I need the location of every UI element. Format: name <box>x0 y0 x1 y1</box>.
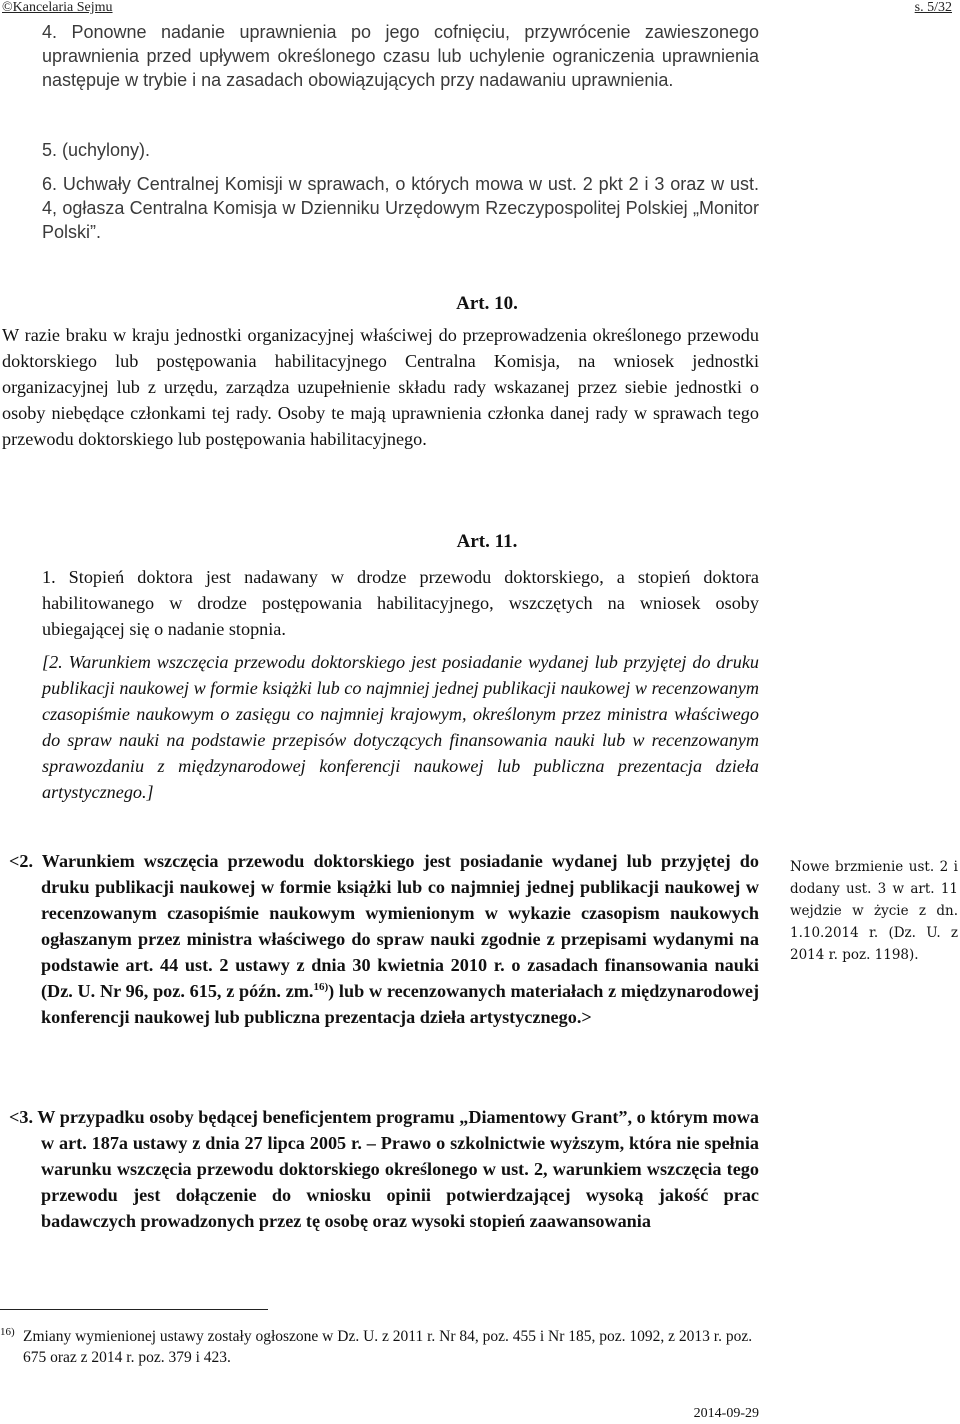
paragraph-item-6: 6. Uchwały Centralnej Komisji w sprawach, o których mowa w ust. 2 pkt 2 i 3 oraz w ust. 4, ogłasza Centralna Komisja w Dzienniku Urzędowym Rzeczypospolitej Polskiej „Monitor Polski”. <box>42 174 759 242</box>
publisher-link[interactable]: ©Kancelaria Sejmu <box>2 0 113 15</box>
article-11-paragraph-2-old: [2. Warunkiem wszczęcia przewodu doktorskiego jest posiadanie wydanej lub przyjętej do druku publikacji naukowej w formie książki lub co najmniej jednej publikacji naukowej w recenzowanym czasopiśmie naukowym o zasięgu co najmniej krajowym, określonym przez ministra właściwego do spraw nauki na podstawie przepisów dotyczących finansowania nauki lub w recenzowanym sprawozdaniu z międzynarodowej konferencji naukowej lub publiczna prezentacja dzieła artystycznego.] <box>42 652 759 802</box>
paragraph-item-4: 4. Ponowne nadanie uprawnienia po jego cofnięciu, przywrócenie zawieszonego uprawnienia przed upływem określonego czasu lub uchylenie ograniczenia uprawnienia następuje w trybie i na zasadach obowiązujących przy nadawaniu uprawnienia. <box>42 22 759 90</box>
paragraph-2-new-text-b: ) lub w recenzowanych materiałach z międzynarodowej konferencji naukowej lub publiczna prezentacja dzieła artystycznego.> <box>41 981 759 1027</box>
footnote-16 <box>0 1326 770 1368</box>
article-11-paragraph-3-new: <3. W przypadku osoby będącej beneficjentem programu „Diamentowy Grant”, o którym mowa w art. 187a ustawy z dnia 27 lipca 2005 r. – Prawo o szkolnictwie wyższym, która nie spełnia warunku wszczęcia przewodu doktorskiego określonego w ust. 2, warunkiem wszczęcia tego przewodu jest dołączenie do wniosku opinii potwierdzającej wysoką jakość prac badawczych prowadzonych przez tę osobę oraz wysoki stopień zaawansowania <box>9 1107 759 1231</box>
page-number: s. 5/32 <box>914 0 952 15</box>
article-11-paragraph-1: 1. Stopień doktora jest nadawany w drodze przewodu doktorskiego, a stopień doktora habilitowanego w drodze postępowania habilitacyjnego, wszczętych na wniosek osoby ubiegającej się o nadanie stopnia. <box>42 567 759 639</box>
paragraph-2-new-text-a: <2. Warunkiem wszczęcia przewodu doktorskiego jest posiadanie wydanej lub przyjętej do druku publikacji naukowej w formie książki lub co najmniej jednej publikacji naukowej w recenzowanym czasopiśmie naukowym wymienionym w wykazie czasopism naukowych ogłaszanym przez ministra właściwego do spraw nauki zgodnie z przepisami wydanymi na podstawie art. 44 ust. 2 ustawy z dnia 30 kwietnia 2010 r. o zasadach finansowania nauki (Dz. U. Nr 96, poz. 615, z późn. zm. <box>9 851 759 1001</box>
article-11-paragraph-2-new <box>0 848 759 1030</box>
document-date: 2014-09-29 <box>693 1406 759 1421</box>
footnote-reference[interactable]: 16) <box>313 980 329 993</box>
article-10-title: Art. 10. <box>456 293 518 314</box>
paragraph-item-5: 5. (uchylony). <box>42 140 151 160</box>
page-header <box>0 0 960 18</box>
article-11-title: Art. 11. <box>456 531 518 552</box>
article-10-text: W razie braku w kraju jednostki organizacyjnej właściwej do przeprowadzenia określonego przewodu doktorskiego lub postępowania habilitacyjnego Centralna Komisja, na wniosek jednostki organizacyjnej lub z urzędu, zarządza uzupełnienie składu rady wskazanej przez siebie jednostki o osoby niebędące członkami tej rady. Osoby te mają uprawnienia członka danej rady w sprawach tego przewodu doktorskiego lub postępowania habilitacyjnego. <box>2 325 759 449</box>
footnote-text: Zmiany wymienionej ustawy zostały ogłoszone w Dz. U. z 2011 r. Nr 84, poz. 455 i Nr 185, poz. 1092, z 2013 r. poz. 675 oraz z 2014 r. poz. 379 i 423. <box>23 1328 753 1366</box>
footnote-separator <box>0 1309 268 1310</box>
footnote-mark: 16) <box>0 1326 15 1338</box>
margin-note: Nowe brzmienie ust. 2 i dodany ust. 3 w art. 11 wejdzie w życie z dn. 1.10.2014 r. (Dz. U. z 2014 r. poz. 1198). <box>790 859 958 963</box>
